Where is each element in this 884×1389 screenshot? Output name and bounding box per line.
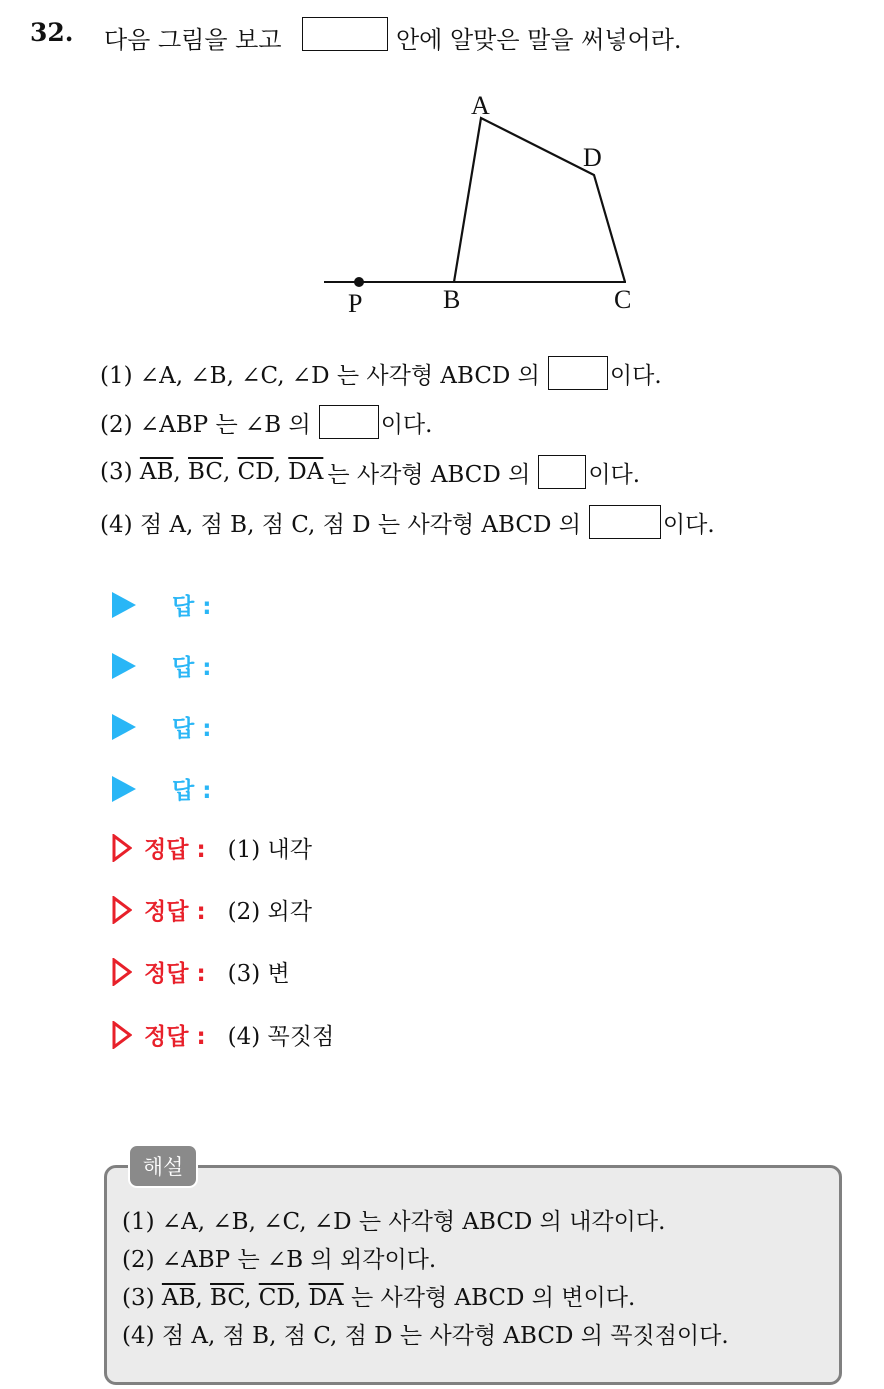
outline-triangle-icon xyxy=(112,1021,132,1049)
subquestion-4 xyxy=(100,505,715,539)
play-icon xyxy=(112,653,136,679)
subquestion-2 xyxy=(100,405,432,439)
correct-label: 정답 : xyxy=(144,961,206,987)
subquestion-4-text: (4) 점 A, 점 B, 점 C, 점 D 는 사각형 ABCD 의 xyxy=(100,511,581,538)
subquestion-1-blank xyxy=(548,356,608,390)
segment-ab: $\overline{AB}$ xyxy=(161,1285,196,1311)
answer-label: 답 : xyxy=(172,716,212,742)
segment-da: $\overline{DA}$ xyxy=(288,459,324,485)
outline-triangle-icon xyxy=(112,834,132,862)
answer-row-4 xyxy=(112,772,211,805)
segment-da: $\overline{DA}$ xyxy=(308,1285,344,1311)
label-point-d: D xyxy=(583,143,602,172)
subquestion-2-text: (2) ∠ABP 는 ∠B 의 xyxy=(100,411,311,438)
answer-row-2 xyxy=(112,649,211,682)
answer-row-3 xyxy=(112,710,211,743)
question-blank-box xyxy=(302,17,388,51)
correct-answer-row-3 xyxy=(112,955,290,988)
segment-cd: $\overline{CD}$ xyxy=(258,1285,294,1311)
explanation-line-2: (2) ∠ABP 는 ∠B 의 외각이다. xyxy=(122,1247,437,1273)
answer-label: 답 : xyxy=(172,778,212,804)
question-number: 32. xyxy=(30,18,74,47)
answer-label: 답 : xyxy=(172,655,212,681)
correct-answer-row-1 xyxy=(112,831,312,864)
label-point-a: A xyxy=(471,91,490,120)
outline-triangle-icon xyxy=(112,896,132,924)
correct-label: 정답 : xyxy=(144,837,206,863)
explanation-line-4: (4) 점 A, 점 B, 점 C, 점 D 는 사각형 ABCD 의 꼭짓점이다. xyxy=(122,1323,729,1349)
segment-bc: $\overline{BC}$ xyxy=(188,459,223,485)
answer-row-1 xyxy=(112,588,211,621)
explanation-line-3-prefix: (3) xyxy=(122,1285,162,1311)
subquestion-3-middle: 는 사각형 ABCD 의 xyxy=(327,461,531,488)
subquestion-1-suffix: 이다. xyxy=(609,362,662,389)
label-point-c: C xyxy=(614,285,632,314)
subquestion-3: (3) $\overline{AB}$ , $\overline{BC}$ , $\overline{CD}$ , $\overline{DA}$ 는 사각형 ABCD 의 이다. xyxy=(100,455,640,489)
subquestion-1 xyxy=(100,356,662,390)
explanation-tag: 해설 xyxy=(128,1144,198,1188)
explanation-line-3-suffix: 는 사각형 ABCD 의 변이다. xyxy=(350,1285,636,1311)
question-text-after: 안에 알맞은 말을 써넣어라. xyxy=(396,26,682,54)
subquestion-3-prefix: (3) xyxy=(100,459,140,485)
correct-answer-row-4 xyxy=(112,1018,334,1051)
outline-triangle-icon xyxy=(112,958,132,986)
segment-ab: $\overline{AB}$ xyxy=(139,459,174,485)
label-point-p: P xyxy=(348,289,363,318)
subquestion-3-blank xyxy=(538,455,586,489)
segment-bc: $\overline{BC}$ xyxy=(210,1285,245,1311)
segment-cd: $\overline{CD}$ xyxy=(237,459,274,485)
subquestion-1-text: (1) ∠A, ∠B, ∠C, ∠D 는 사각형 ABCD 의 xyxy=(100,362,540,389)
quadrilateral-figure xyxy=(310,84,650,324)
play-icon xyxy=(112,776,136,802)
correct-label: 정답 : xyxy=(144,1024,206,1050)
subquestion-4-blank xyxy=(589,505,661,539)
question-text-before: 다음 그림을 보고 xyxy=(104,26,282,54)
correct-answer-3: (3) 변 xyxy=(227,961,290,987)
explanation-box xyxy=(104,1165,842,1385)
correct-answer-1: (1) 내각 xyxy=(227,837,312,863)
play-icon xyxy=(112,592,136,618)
subquestion-2-suffix: 이다. xyxy=(380,411,433,438)
correct-answer-4: (4) 꼭짓점 xyxy=(227,1024,335,1050)
explanation-line-3: (3) $\overline{AB}$, $\overline{BC}$, $\overline{CD}$, $\overline{DA}$ 는 사각형 ABCD 의 변이다. xyxy=(122,1285,636,1311)
subquestion-2-blank xyxy=(319,405,379,439)
correct-answer-row-2 xyxy=(112,893,312,926)
point-p-dot xyxy=(354,277,364,287)
correct-answer-2: (2) 외각 xyxy=(227,899,312,925)
subquestion-4-suffix: 이다. xyxy=(662,511,715,538)
subquestion-3-suffix: 이다. xyxy=(588,461,641,488)
label-point-b: B xyxy=(443,285,461,314)
correct-label: 정답 : xyxy=(144,899,206,925)
explanation-line-1: (1) ∠A, ∠B, ∠C, ∠D 는 사각형 ABCD 의 내각이다. xyxy=(122,1209,666,1235)
play-icon xyxy=(112,714,136,740)
answer-label: 답 : xyxy=(172,594,212,620)
